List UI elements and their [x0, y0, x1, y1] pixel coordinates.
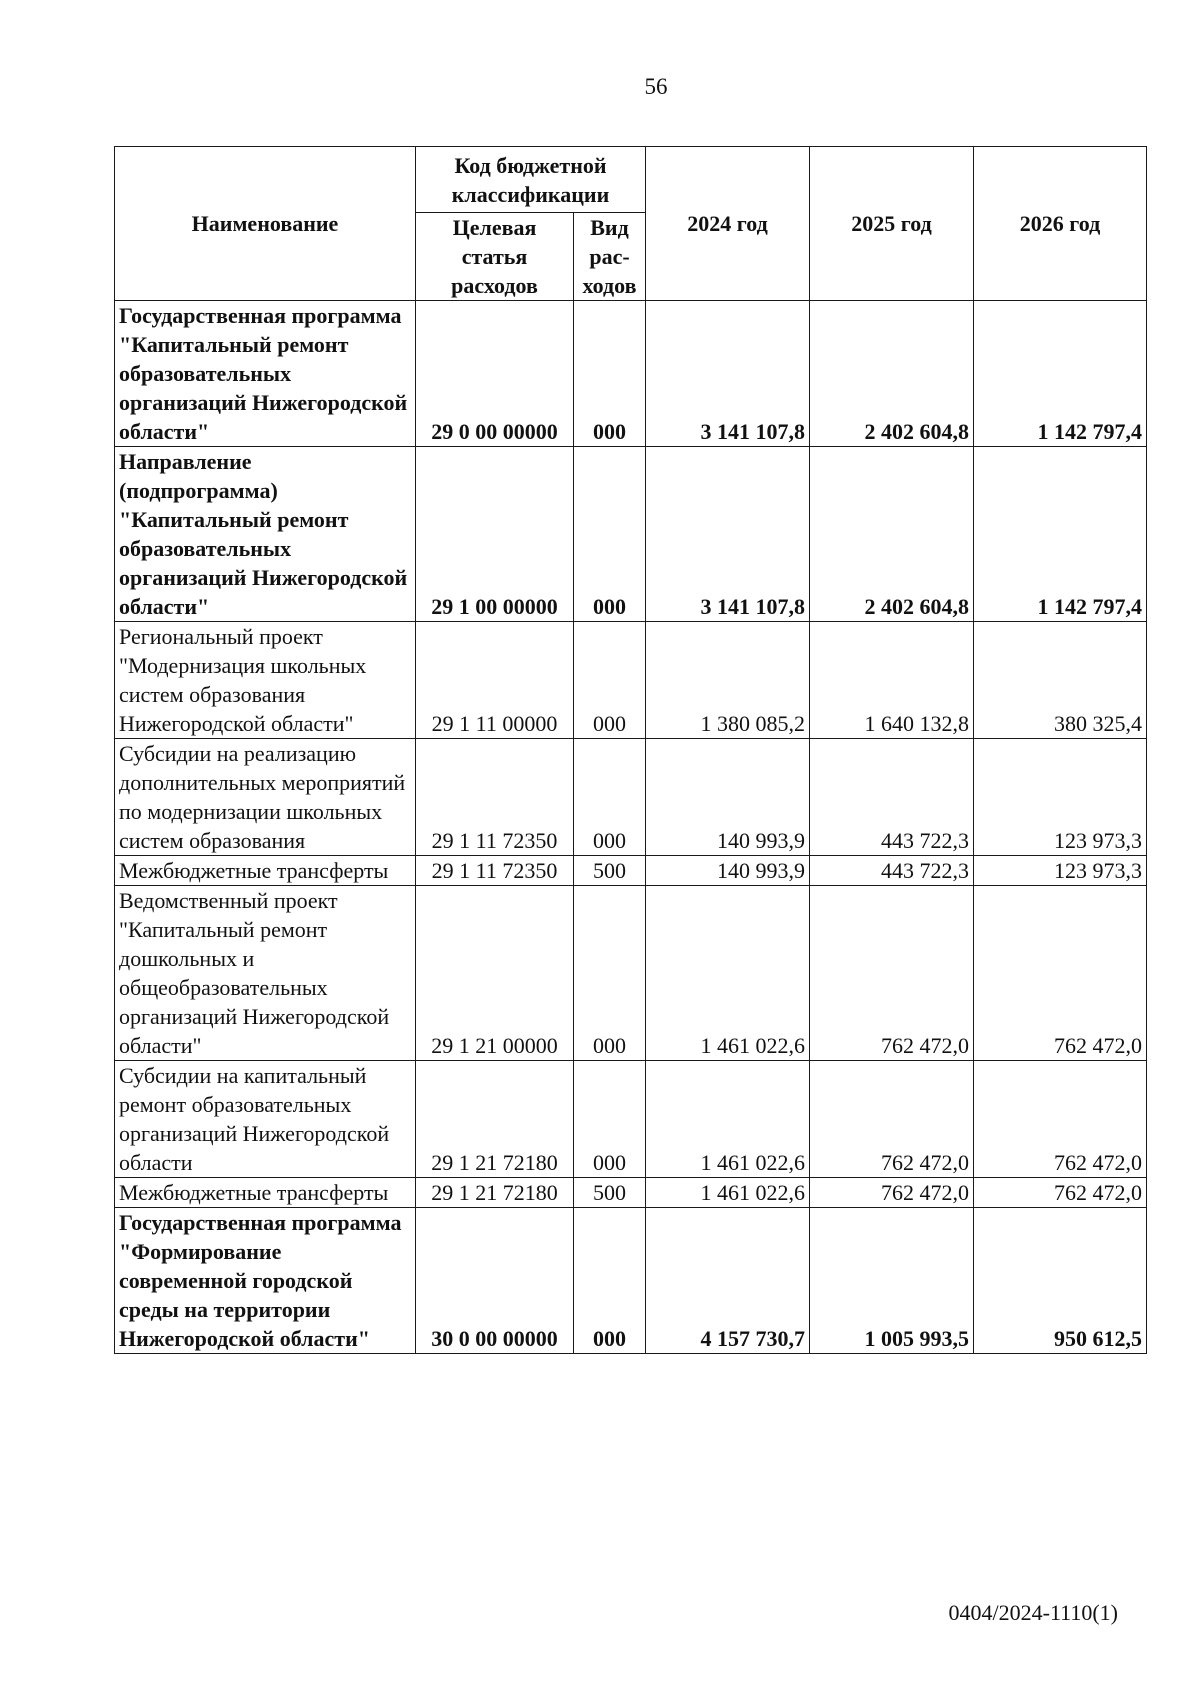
- row-expense-kind: 000: [574, 1208, 646, 1354]
- header-year-2024: 2024 год: [646, 147, 810, 301]
- row-amount-2024: 3 141 107,8: [646, 447, 810, 622]
- row-amount-2025: 443 722,3: [810, 856, 974, 886]
- row-name: Государственная программа "Формирование современной городской среды на территории Нижегородской области": [115, 1208, 416, 1354]
- row-target-code: 30 0 00 00000: [416, 1208, 574, 1354]
- row-name: Региональный проект "Модернизация школьных систем образования Нижегородской области": [115, 622, 416, 739]
- row-amount-2026: 123 973,3: [974, 856, 1147, 886]
- row-target-code: 29 1 11 72350: [416, 856, 574, 886]
- row-amount-2025: 1 005 993,5: [810, 1208, 974, 1354]
- row-amount-2025: 762 472,0: [810, 886, 974, 1061]
- row-amount-2025: 443 722,3: [810, 739, 974, 856]
- row-amount-2024: 1 461 022,6: [646, 1178, 810, 1208]
- row-expense-kind: 500: [574, 856, 646, 886]
- header-code-group: Код бюджетной классификации: [416, 147, 646, 213]
- row-target-code: 29 1 21 72180: [416, 1061, 574, 1178]
- row-amount-2026: 762 472,0: [974, 1061, 1147, 1178]
- table-row: [115, 622, 1147, 739]
- row-amount-2026: 123 973,3: [974, 739, 1147, 856]
- header-year-2026: 2026 год: [974, 147, 1147, 301]
- row-amount-2024: 1 380 085,2: [646, 622, 810, 739]
- row-target-code: 29 1 21 00000: [416, 886, 574, 1061]
- header-name: Наименование: [115, 147, 416, 301]
- row-target-code: 29 1 11 72350: [416, 739, 574, 856]
- row-target-code: 29 1 21 72180: [416, 1178, 574, 1208]
- header-target-article: Целевая статья расходов: [416, 213, 574, 301]
- header-expense-kind: Вид рас- ходов: [574, 213, 646, 301]
- row-amount-2025: 762 472,0: [810, 1061, 974, 1178]
- row-name: Межбюджетные трансферты: [115, 856, 416, 886]
- row-amount-2024: 140 993,9: [646, 739, 810, 856]
- row-amount-2026: 380 325,4: [974, 622, 1147, 739]
- row-name: Государственная программа "Капитальный ремонт образовательных организаций Нижегородской области": [115, 301, 416, 447]
- row-target-code: 29 1 00 00000: [416, 447, 574, 622]
- table-row: [115, 301, 1147, 447]
- row-amount-2025: 2 402 604,8: [810, 301, 974, 447]
- table-row: [115, 856, 1147, 886]
- row-amount-2025: 1 640 132,8: [810, 622, 974, 739]
- page-number: 56: [644, 74, 668, 99]
- row-expense-kind: 000: [574, 739, 646, 856]
- row-amount-2024: 1 461 022,6: [646, 886, 810, 1061]
- row-name: Межбюджетные трансферты: [115, 1178, 416, 1208]
- header-year-2025: 2025 год: [810, 147, 974, 301]
- row-expense-kind: 000: [574, 1061, 646, 1178]
- row-amount-2024: 3 141 107,8: [646, 301, 810, 447]
- row-name: Субсидии на реализацию дополнительных мероприятий по модернизации школьных систем образования: [115, 739, 416, 856]
- table-row: [115, 1208, 1147, 1354]
- table-body: [115, 301, 1147, 1354]
- row-name: Субсидии на капитальный ремонт образовательных организаций Нижегородской области: [115, 1061, 416, 1178]
- row-amount-2026: 762 472,0: [974, 1178, 1147, 1208]
- table-row: [115, 447, 1147, 622]
- row-amount-2026: 1 142 797,4: [974, 447, 1147, 622]
- row-name: Ведомственный проект "Капитальный ремонт дошкольных и общеобразовательных организаций Нижегородской области": [115, 886, 416, 1061]
- table-row: [115, 739, 1147, 856]
- row-expense-kind: 500: [574, 1178, 646, 1208]
- table-row: [115, 1061, 1147, 1178]
- row-expense-kind: 000: [574, 886, 646, 1061]
- row-amount-2026: 1 142 797,4: [974, 301, 1147, 447]
- row-amount-2025: 2 402 604,8: [810, 447, 974, 622]
- row-expense-kind: 000: [574, 622, 646, 739]
- row-target-code: 29 0 00 00000: [416, 301, 574, 447]
- row-amount-2024: 4 157 730,7: [646, 1208, 810, 1354]
- row-expense-kind: 000: [574, 447, 646, 622]
- row-amount-2024: 140 993,9: [646, 856, 810, 886]
- row-amount-2026: 950 612,5: [974, 1208, 1147, 1354]
- row-amount-2025: 762 472,0: [810, 1178, 974, 1208]
- document-id: 0404/2024-1110(1): [948, 1600, 1118, 1625]
- table-row: [115, 886, 1147, 1061]
- row-expense-kind: 000: [574, 301, 646, 447]
- row-target-code: 29 1 11 00000: [416, 622, 574, 739]
- table-row: [115, 1178, 1147, 1208]
- row-amount-2024: 1 461 022,6: [646, 1061, 810, 1178]
- row-amount-2026: 762 472,0: [974, 886, 1147, 1061]
- row-name: Направление (подпрограмма) "Капитальный ремонт образовательных организаций Нижегородской области": [115, 447, 416, 622]
- budget-table: [114, 146, 1147, 1354]
